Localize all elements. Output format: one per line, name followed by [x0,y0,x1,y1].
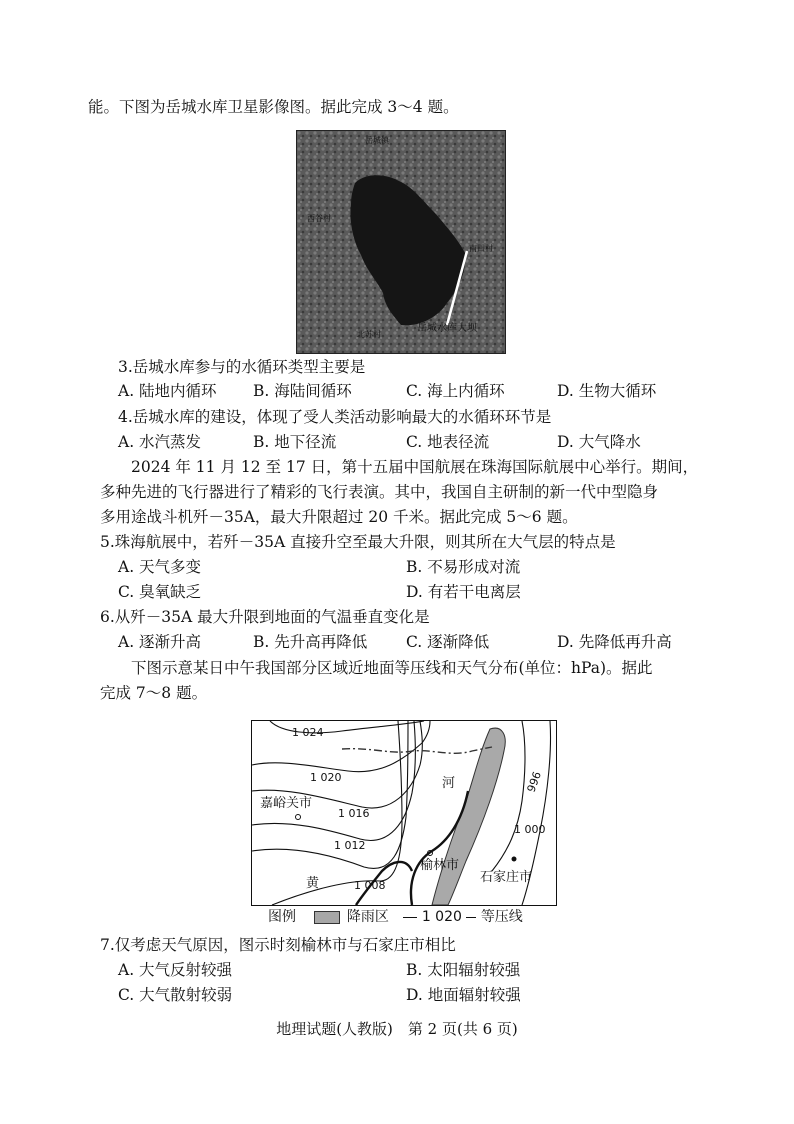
sat-label-1: 南凹村 [469,244,493,253]
q7-option-a[interactable]: A. 大气反射较强 [118,961,233,979]
q3-option-d[interactable]: D. 生物大循环 [557,382,657,400]
river-label-huang: 黄 [306,876,320,891]
q6-option-b[interactable]: B. 先升高再降低 [253,633,368,651]
sat-label-4: 北苏村 [357,330,381,339]
q7-option-d[interactable]: D. 地面辐射较强 [406,986,521,1004]
q4-option-d[interactable]: D. 大气降水 [557,433,641,451]
city-dot-jiayuguan [296,815,301,820]
q6-option-d[interactable]: D. 先降低再升高 [557,633,672,651]
isobar-label-1024: 1 024 [292,726,324,739]
legend-isobar-swatch [403,917,417,918]
legend-rain-label: 降雨区 [346,909,389,925]
legend-rain-swatch [314,911,340,924]
isobar-label-1008: 1 008 [354,879,386,892]
isobar-label-1000: 1 000 [514,823,546,836]
q5-option-b[interactable]: B. 不易形成对流 [406,558,521,576]
q7-option-b[interactable]: B. 太阳辐射较强 [406,961,521,979]
q3-stem: 3.岳城水库参与的水循环类型主要是 [118,358,366,376]
map-legend [268,906,523,928]
isobar-label-996: 996 [524,769,545,795]
q5-option-d[interactable]: D. 有若干电离层 [406,583,521,601]
isobar-label-1020: 1 020 [310,771,342,784]
q4-option-a[interactable]: A. 水汽蒸发 [118,433,202,451]
legend-isobar-swatch-2 [466,917,476,918]
legend-isobar-label: 等压线 [480,909,523,925]
q7-option-c[interactable]: C. 大气散射较弱 [118,986,233,1004]
legend-isobar-value: 1 020 [421,909,462,925]
legend-title: 图例 [268,909,296,925]
q5-option-a[interactable]: A. 天气多变 [118,558,202,576]
city-dot-shijiazhuang [512,857,517,862]
isobar-label-1016: 1 016 [338,807,370,820]
q6-option-a[interactable]: A. 逐渐升高 [118,633,202,651]
river-label-he: 河 [442,776,456,791]
satellite-image [296,130,506,354]
q5-stem: 5.珠海航展中，若歼－35A 直接升空至最大升限，则其所在大气层的特点是 [100,533,616,551]
city-shijiazhuang: 石家庄市 [480,870,533,885]
sat-label-0: 岳城镇 [365,136,389,145]
q4-option-c[interactable]: C. 地表径流 [406,433,490,451]
q6-stem: 6.从歼－35A 最大升限到地面的气温垂直变化是 [100,608,430,626]
sat-label-2: 西谷村 [307,214,331,223]
passage3-line-1: 下图示意某日中午我国部分区域近地面等压线和天气分布(单位：hPa)。据此 [131,659,653,677]
sat-label-3: 岳城水库大坝 [417,323,477,334]
isobar-map [251,720,557,906]
city-yulin: 榆林市 [420,858,460,873]
passage3-line-2: 完成 7～8 题。 [100,684,208,702]
q3-option-a[interactable]: A. 陆地内循环 [118,382,217,400]
q4-option-b[interactable]: B. 地下径流 [253,433,337,451]
q6-option-c[interactable]: C. 逐渐降低 [406,633,490,651]
q7-stem: 7.仅考虑天气原因，图示时刻榆林市与石家庄市相比 [100,936,456,954]
city-jiayuguan: 嘉峪关市 [260,796,313,811]
isobar-label-1012: 1 012 [334,839,366,852]
passage2-line-1: 2024 年 11 月 12 至 17 日，第十五届中国航展在珠海国际航展中心举行。期间， [131,458,699,476]
intro-text: 能。下图为岳城水库卫星影像图。据此完成 3～4 题。 [88,98,459,116]
q3-option-c[interactable]: C. 海上内循环 [406,382,505,400]
passage2-line-3: 多用途战斗机歼－35A，最大升限超过 20 千米。据此完成 5～6 题。 [100,508,578,526]
q5-option-c[interactable]: C. 臭氧缺乏 [118,583,202,601]
q3-option-b[interactable]: B. 海陆间循环 [253,382,352,400]
q4-stem: 4.岳城水库的建设，体现了受人类活动影响最大的水循环环节是 [118,408,552,426]
passage2-line-2: 多种先进的飞行器进行了精彩的飞行表演。其中，我国自主研制的新一代中型隐身 [100,483,659,501]
page-footer: 地理试题(人教版) 第 2 页(共 6 页) [276,1020,518,1038]
